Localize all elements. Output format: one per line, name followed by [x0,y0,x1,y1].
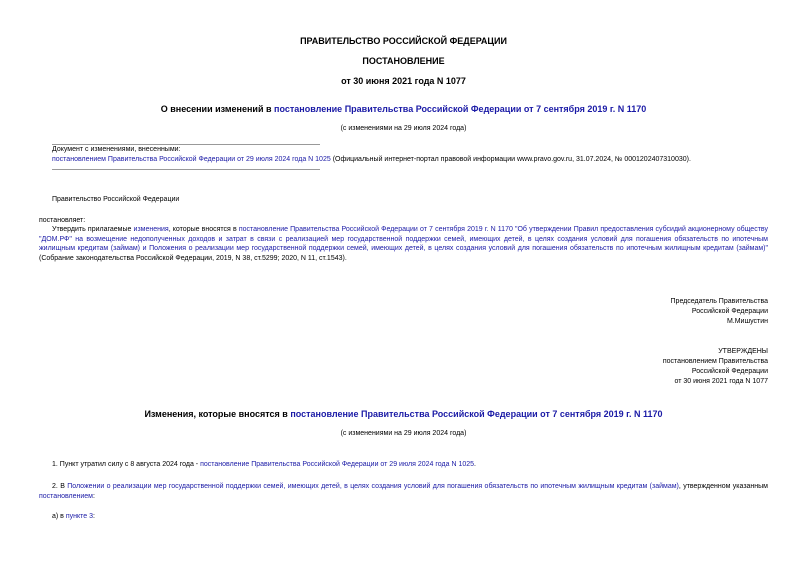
divider-bottom [52,169,320,170]
p1-text-c: (Собрание законодательства Российской Федерации, 2019, N 38, ст.5299; 2020, N 11, ст.1543). [39,254,347,262]
signature-org: Российской Федерации [691,308,768,315]
approved-heading: УТВЕРЖДЕНЫ [718,348,768,355]
p1-link-resolution[interactable]: постановление Правительства Российской Федерации от 7 сентября 2019 г. N 1170 "Об утверждении Правил предоставления субсидий акционерному обществу "ДОМ.РФ" на возмещение недополученных доходов и затрат в связи с реализацией мер государственной поддержки семей, имеющих детей, в целях создания условий для погашения обязательств по ипотечным жилищным кредитам (займам) и Положения о реализации мер государственной поддержки семей, имеющих детей, в целях создания условий для погашения обязательств по ипотечным жилищным кредитам (займам)" [39,226,768,252]
item-2 [39,482,768,501]
signature-name: М.Мишустин [726,318,768,325]
changes-note-link[interactable]: постановлением Правительства Российской Федерации от 29 июля 2024 года N 1025 [52,156,331,163]
government-heading: ПРАВИТЕЛЬСТВО РОССИЙСКОЙ ФЕДЕРАЦИИ [300,36,507,46]
document-type: ПОСТАНОВЛЕНИЕ [362,56,445,66]
p1-text-b: , которые вносятся в [168,226,239,233]
item-2-text-b: , утвержденном указанным [678,483,768,490]
item-3-text: а) в [52,513,66,520]
item-2-link2[interactable]: постановлением [39,492,93,500]
signature-title: Председатель Правительства [670,298,768,305]
document-title [0,104,807,114]
document-date-number: от 30 июня 2021 года N 1077 [341,76,466,86]
issuer: Правительство Российской Федерации [52,196,180,203]
p1-text-a: Утвердить прилагаемые [52,226,134,233]
changes-note-source [52,155,691,164]
changes-note-rest: (Официальный интернет-портал правовой информации www.pravo.gov.ru, 31.07.2024, № 0001202407310030). [330,156,691,163]
revision-note: (с изменениями на 29 июля 2024 года) [340,125,467,132]
changes-title-link[interactable]: постановление Правительства Российской Федерации от 7 сентября 2019 г. N 1170 [290,409,663,419]
item-3 [52,512,95,521]
item-1-link[interactable]: постановление Правительства Российской Федерации от 29 июля 2024 года N 1025 [200,461,475,468]
item-1-text: 1. Пункт утратил силу с 8 августа 2024 года - [52,461,201,468]
changes-revision-note: (с изменениями на 29 июля 2024 года) [340,430,467,437]
changes-title-prefix: Изменения, которые вносятся в [144,409,291,419]
main-paragraph [39,225,768,263]
p1-link-changes[interactable]: изменения [133,226,169,233]
item-2-text-a: 2. В [52,483,68,490]
item-2-text-c: : [92,492,95,500]
item-2-link[interactable]: Положении о реализации мер государственной поддержки семей, имеющих детей, в целях создания условий для погашения обязательств по ипотечным жилищным кредитам (займам) [67,483,679,490]
item-1 [52,460,476,469]
item-3-link[interactable]: пункте 3 [65,513,93,520]
approved-line2: постановлением Правительства [662,358,768,365]
item-3-end: : [93,513,95,520]
approved-line3: Российской Федерации [691,368,768,375]
decides: постановляет: [39,217,86,224]
approved-line4: от 30 июня 2021 года N 1077 [674,378,768,385]
item-1-end: . [474,461,476,468]
changes-title [0,409,807,419]
changes-note-label: Документ с изменениями, внесенными: [52,146,181,153]
title-link[interactable]: постановление Правительства Российской Федерации от 7 сентября 2019 г. N 1170 [274,104,647,114]
title-prefix: О внесении изменений в [160,104,275,114]
